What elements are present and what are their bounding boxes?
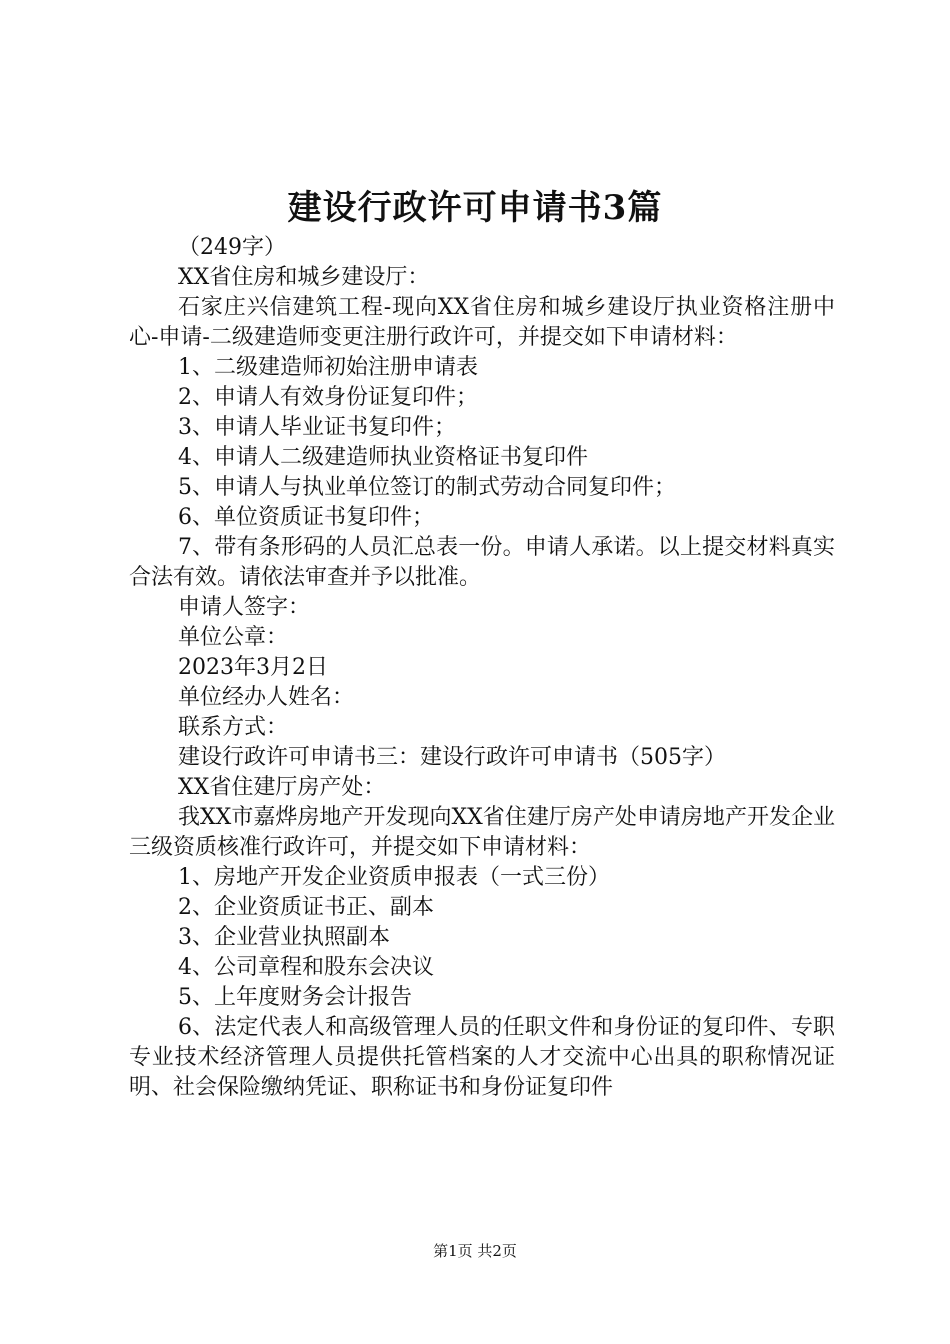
list-item: 5、申请人与执业单位签订的制式劳动合同复印件； <box>178 475 676 500</box>
document-title: 建设行政许可申请书3篇 <box>287 188 663 228</box>
list-item: 6、单位资质证书复印件； <box>178 505 434 530</box>
list-item: 4、申请人二级建造师执业资格证书复印件 <box>178 445 588 470</box>
list-item: 2、申请人有效身份证复印件； <box>178 385 478 410</box>
list-item: 3、企业营业执照副本 <box>178 925 390 950</box>
document-body <box>129 233 835 1103</box>
list-item: 5、上年度财务会计报告 <box>178 985 412 1010</box>
list-item: 2、企业资质证书正、副本 <box>178 895 434 920</box>
page-number-footer: 第1页 共2页 <box>433 1242 517 1260</box>
paragraph-application-intro-2: 我XX市嘉烨房地产开发现向XX省住建厅房产处申请房地产开发企业三级资质核准行政许可，并提交如下申请材料： <box>129 805 835 860</box>
list-item: 4、公司章程和股东会决议 <box>178 955 434 980</box>
list-item: 1、房地产开发企业资质申报表（一式三份） <box>178 865 610 890</box>
paragraph-application-intro: 石家庄兴信建筑工程-现向XX省住房和城乡建设厅执业资格注册中心-申请-二级建造师变更注册行政许可，并提交如下申请材料： <box>129 295 835 350</box>
contact-line: 联系方式： <box>178 715 289 740</box>
list-item: 3、申请人毕业证书复印件； <box>178 415 456 440</box>
paragraph-addressee: XX省住房和城乡建设厅： <box>178 265 430 290</box>
list-item: 7、带有条形码的人员汇总表一份。申请人承诺。以上提交材料真实合法有效。请依法审查并予以批准。 <box>129 535 835 590</box>
signature-line: 申请人签字： <box>178 595 311 620</box>
list-item: 1、二级建造师初始注册申请表 <box>178 355 478 380</box>
paragraph-word-count: （249字） <box>178 235 286 260</box>
seal-line: 单位公章： <box>178 625 289 650</box>
handler-name-line: 单位经办人姓名： <box>178 685 355 710</box>
date-line: 2023年3月2日 <box>178 655 328 680</box>
paragraph-addressee-2: XX省住建厅房产处： <box>178 775 386 800</box>
list-item: 6、法定代表人和高级管理人员的任职文件和身份证的复印件、专职专业技术经济管理人员提供托管档案的人才交流中心出具的职称情况证明、社会保险缴纳凭证、职称证书和身份证复印件 <box>129 1015 835 1100</box>
section-heading: 建设行政许可申请书三：建设行政许可申请书（505字） <box>178 745 726 770</box>
